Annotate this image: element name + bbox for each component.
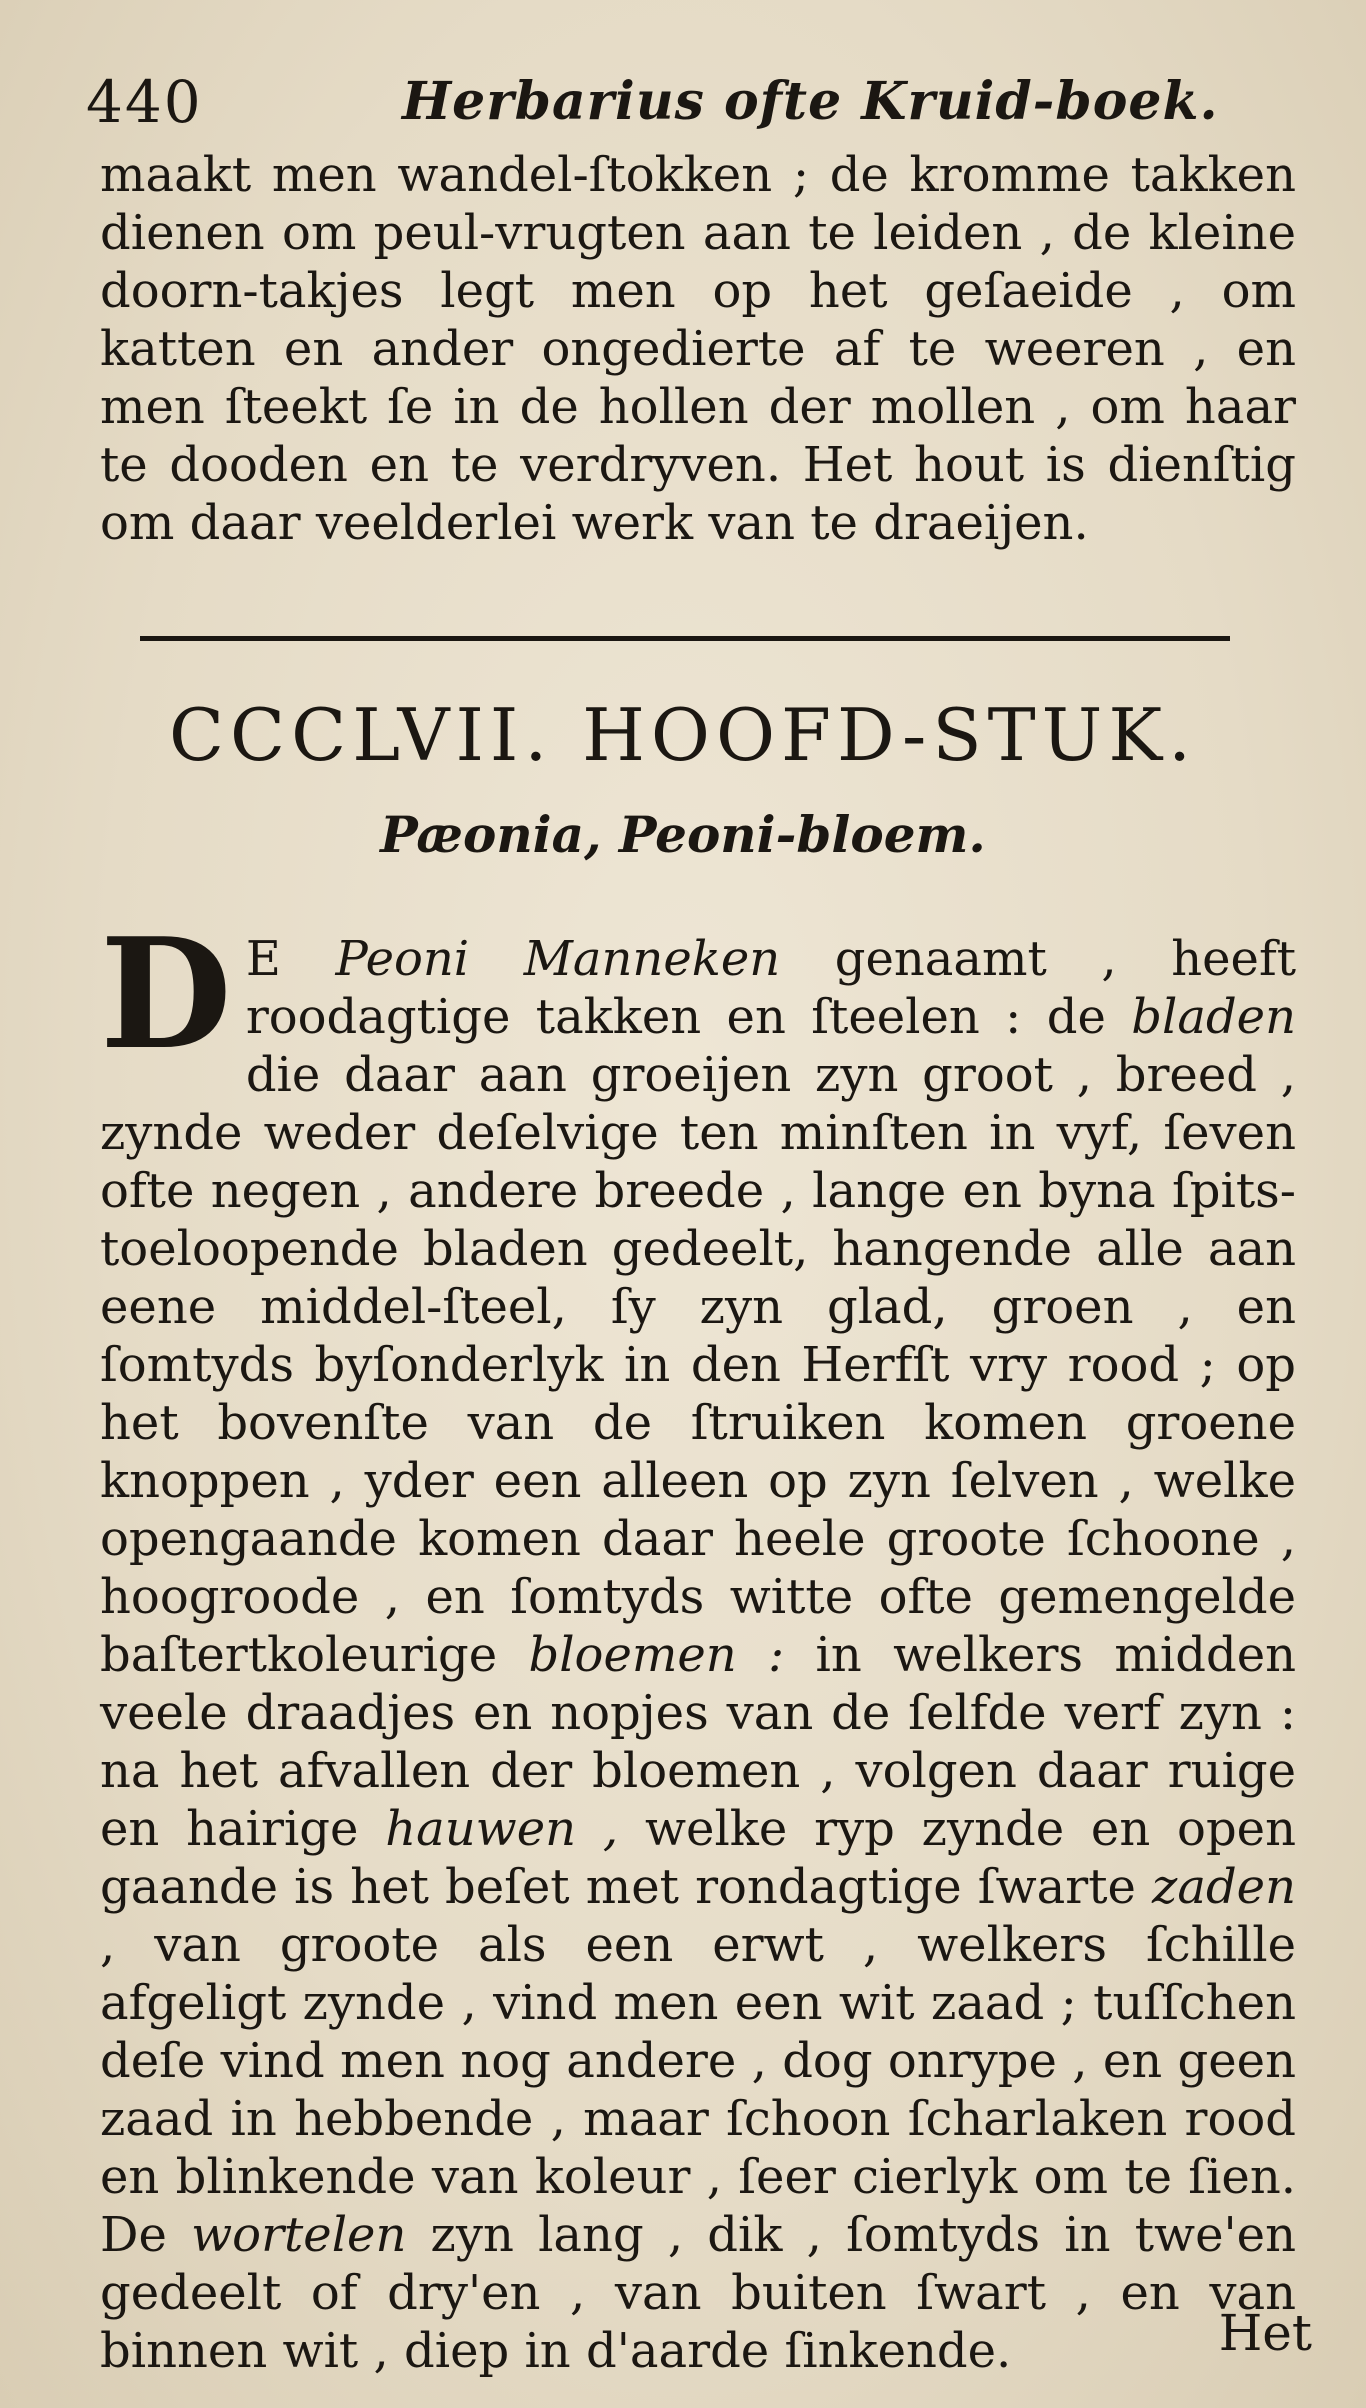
section-divider-rule	[140, 636, 1230, 641]
text-run: E	[245, 931, 336, 987]
page-header	[86, 62, 1306, 142]
text-run: welke ryp zynde en open gaande is het beſet met rondagtige ſwarte	[100, 1801, 1296, 1915]
main-paragraph	[100, 904, 1297, 2380]
chapter-subtitle: Pæonia, Peoni-bloem.	[380, 805, 986, 864]
italic-term: wortelen	[191, 2207, 407, 2263]
page-number: 440	[86, 68, 203, 136]
drop-cap: D	[100, 904, 232, 1083]
italic-term: bloemen :	[528, 1627, 785, 1683]
text-run: zyn lang , dik , ſomtyds in twe'en gedeelt of dry'en , van buiten ſwart , en van binnen wit , diep in d'aarde ſinkende.	[100, 2207, 1296, 2379]
continuation-paragraph: maakt men wandel-ſtokken ; de kromme takken dienen om peul-vrugten aan te leiden , de kleine doorn-takjes legt men op het geſaeide , om katten en ander ongedierte af te weeren , en men ſteekt ſe in de hollen der mollen , om haar te dooden en te verdryven. Het hout is dienſtig om daar veelderlei werk van te draeijen.	[100, 147, 1296, 551]
italic-term: Peoni Manneken	[335, 931, 781, 987]
text-run: in welkers midden veele draadjes en nopjes van de ſelfde verf zyn : na het afvallen der bloemen , volgen daar ruige en hairige	[100, 1627, 1297, 1857]
text-run: die daar aan groeijen zyn groot , breed , zynde weder deſelvige ten minſten in vyf, ſeven ofte negen , andere breede , lange en byna ſpits-toeloopende bladen gedeelt, hangende alle aan eene middel-ſteel, ſy zyn glad, groen , en ſomtyds byſonderlyk in den Herfſt vry rood ; op het bovenſte van de ſtruiken komen groene knoppen , yder een alleen op zyn ſelven , welke opengaande komen daar heele groote ſchoone , hoogroode , en ſomtyds witte ofte gemengelde baſtertkoleurige	[100, 1047, 1296, 1683]
chapter-title: CCCLVII. HOOFD-STUK.	[168, 693, 1198, 777]
catchword: Het	[1218, 2304, 1312, 2362]
italic-term: bladen	[1131, 989, 1296, 1045]
text-run: genaamt , heeft roodagtige takken en ſteelen : de	[245, 931, 1297, 1045]
italic-term: zaden	[1152, 1859, 1296, 1915]
text-run: , van groote als een erwt , welkers ſchille afgeligt zynde , vind men een wit zaad ; tuſſchen deſe vind men nog andere , dog onrype , en geen zaad in hebbende , maar ſchoon ſcharlaken rood en blinkende van koleur , ſeer cierlyk om te ſien. De	[100, 1917, 1296, 2263]
italic-term: hauwen ,	[385, 1801, 619, 1857]
running-head: Herbarius ofte Kruid-boek.	[402, 71, 1219, 132]
